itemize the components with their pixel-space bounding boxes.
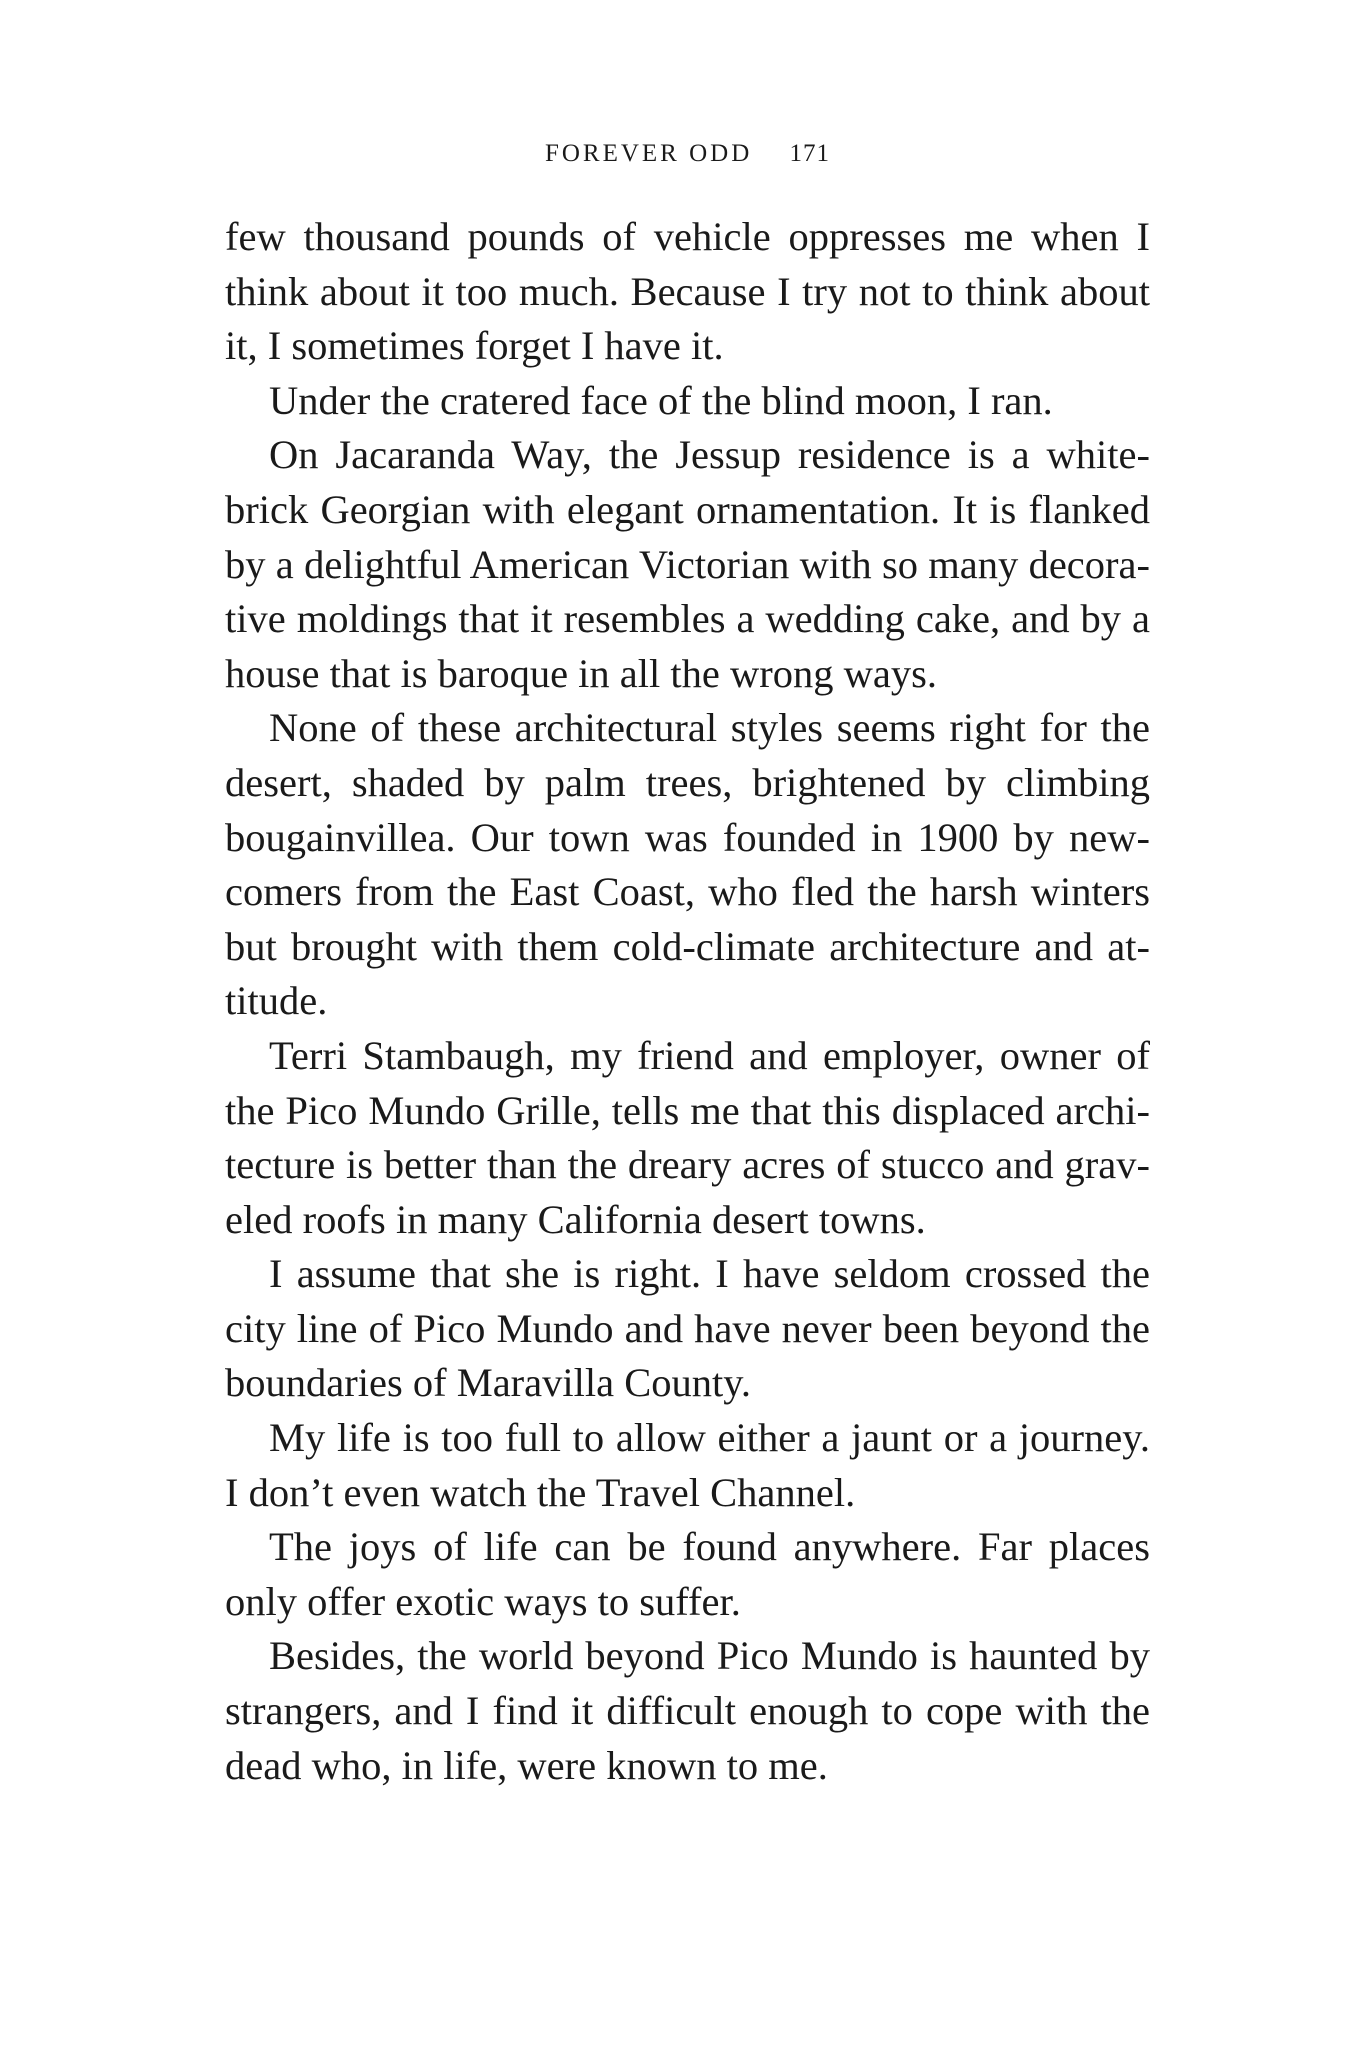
page-number: 171 bbox=[789, 140, 831, 167]
paragraph: The joys of life can be found anywhere. Far places only offer exotic ways to suffer. bbox=[225, 1524, 1150, 1624]
paragraph: On Jacaranda Way, the Jessup residence is a whitebrick Georgian with elegant ornamentation. It is flanked by a delightful American Victorian with so many decorative moldings that it resembles a wedding cake, and by a house that is baroque in all the wrong ways. bbox=[225, 432, 1150, 696]
paragraph: None of these architectural styles seems right for the desert, shaded by palm trees, brightened by climbing bougainvillea. Our town was founded in 1900 by newcomers from the East Coast, who fled the harsh winters but brought with them cold-climate architecture and attitude. bbox=[225, 705, 1150, 1024]
book-page bbox=[225, 140, 1150, 1793]
paragraph: My life is too full to allow either a jaunt or a journey. I don’t even watch the Travel Channel. bbox=[225, 1415, 1150, 1515]
paragraph: Besides, the world beyond Pico Mundo is haunted by strangers, and I find it difficult enough to cope with the dead who, in life, were known to me. bbox=[225, 1633, 1150, 1788]
paragraph: Under the cratered face of the blind moon, I ran. bbox=[269, 377, 1053, 423]
running-head-title: FOREVER ODD bbox=[544, 140, 753, 167]
paragraph: I assume that she is right. I have seldom crossed the city line of Pico Mundo and have never been beyond the boundaries of Maravilla County. bbox=[225, 1251, 1150, 1406]
running-head bbox=[225, 140, 1150, 188]
paragraph: Terri Stambaugh, my friend and employer, owner of the Pico Mundo Grille, tells me that this displaced architecture is better than the dreary acres of stucco and graveled roofs in many California desert towns. bbox=[225, 1032, 1150, 1242]
paragraph-continued: few thousand pounds of vehicle oppresses me when I think about it too much. Because I try not to think about it, I sometimes forget I have it. bbox=[225, 214, 1150, 369]
body-text bbox=[225, 210, 1150, 1793]
